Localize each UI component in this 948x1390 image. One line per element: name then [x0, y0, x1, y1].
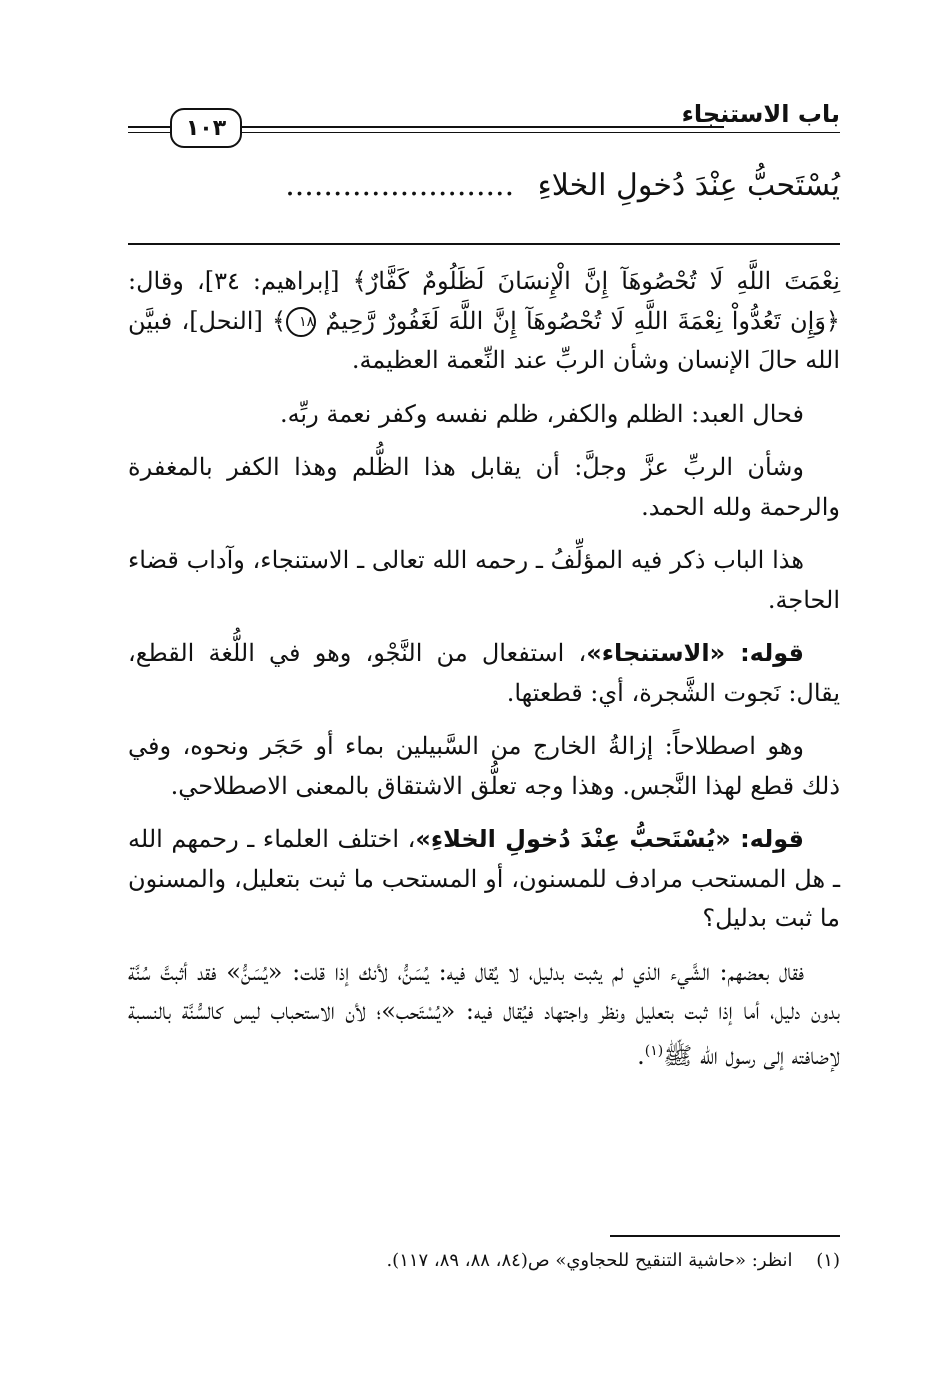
paragraph-text: ﴾ [النحل]، فبيَّن الله حالَ الإنسان وشأن الربِّ عند النِّعمة العظيمة. — [128, 306, 840, 374]
paragraph-text: . — [637, 1041, 645, 1070]
heading-rule — [128, 243, 840, 245]
paragraph — [128, 953, 840, 1077]
paragraph-text: ، استفعال من النَّجْو، وهو في اللُّغة القطع، يقال: نَجوت الشَّجرة، أي: قطعتها. — [128, 639, 840, 707]
paragraph — [128, 727, 840, 806]
quoted-term: قوله: «الاستنجاء» — [586, 639, 804, 667]
paragraph-text: وشأن الربِّ عزَّ وجلَّ: أن يقابل هذا الظُّلم وهذا الكفر بالمغفرة والرحمة ولله الحمد. — [128, 453, 840, 521]
paragraph-text: فقال بعضهم: الشَّيء الذي لم يثبت بدليل، لا يُقال فيه: يُسَنُّ، لأنك إذا قلت: «يُسَنُّ» فقد أثبتَّ سُنَّة بدون دليل، أما إذا ثبت بتعليل ونظر واجتهاد فيُقال فيه: «يُسْتَحب»؛ لأن الاستحباب ليس كالسُّنَّة بالنسبة لإضافته إلى رسول الله ﷺ — [128, 957, 840, 1070]
paragraph — [128, 634, 840, 713]
section-heading — [128, 168, 840, 203]
paragraph-text: وهو اصطلاحاً: إزالةُ الخارج من السَّبيلين بماء أو حَجَر ونحوه، وفي ذلك قطع لهذا النَّجس. وهذا وجه تعلُّق الاشتقاق بالمعنى الاصطلاحي. — [128, 732, 840, 800]
paragraph-text: هذا الباب ذكر فيه المؤلِّفُ ـ رحمه الله تعالى ـ الاستنجاء، وآداب قضاء الحاجة. — [128, 546, 840, 614]
footnote-text: انظر: «حاشية التنقيح للحجاوي» ص(٨٤، ٨٨، ٨٩، ١١٧). — [386, 1250, 793, 1271]
page-number: ١٠٣ — [170, 108, 242, 148]
paragraph — [128, 395, 840, 435]
paragraph-text: نِعْمَتَ اللَّهِ لَا تُحْصُوهَآ إِنَّ الْإِنسَانَ لَظَلُومٌ كَفَّارٌ﴾ [إبراهيم: ٣٤]، وقال: ﴿وَإِن تَعُدُّواْ نِعْمَةَ اللَّهِ لَا تُحْصُوهَآ إِنَّ اللَّهَ لَغَفُورٌ رَّحِيمٌ — [128, 267, 840, 335]
page-header — [128, 96, 840, 156]
footnote-rule — [610, 1235, 840, 1237]
section-heading-dots: ........................ — [285, 168, 515, 203]
paragraph — [128, 820, 840, 939]
main-text — [128, 262, 840, 1090]
footnote — [128, 1250, 840, 1271]
section-heading-text: يُسْتَحبُّ عِنْدَ دُخولِ الخلاءِ — [537, 168, 840, 203]
chapter-title: باب الاستنجاء — [681, 100, 840, 128]
header-rule-left — [128, 126, 170, 128]
footnote-ref: (١) — [644, 1042, 664, 1059]
ayah-number-marker: ١٨ — [286, 307, 316, 337]
footnote-number: (١) — [816, 1250, 840, 1271]
paragraph-text: ، اختلف العلماء ـ رحمهم الله ـ هل المستحب مرادف للمسنون، أو المستحب ما ثبت بتعليل، والمسنون ما ثبت بدليل؟ — [128, 825, 840, 932]
quoted-term: قوله: «يُسْتَحبُّ عِنْدَ دُخولِ الخلاءِ» — [415, 825, 804, 853]
header-rule — [240, 126, 724, 128]
paragraph — [128, 448, 840, 527]
paragraph-text: فحال العبد: الظلم والكفر، ظلم نفسه وكفر نعمة ربِّه. — [279, 399, 804, 428]
paragraph — [128, 541, 840, 620]
paragraph — [128, 262, 840, 381]
